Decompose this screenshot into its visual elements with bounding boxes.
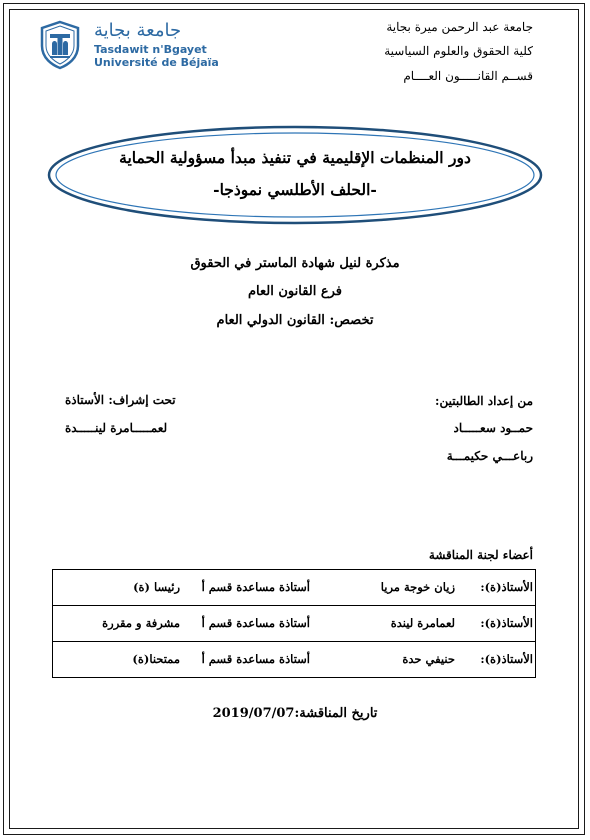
committee-row-3	[53, 642, 536, 678]
committee-row-1	[53, 570, 536, 606]
university-name: جامعة عبد الرحمن ميرة بجاية	[386, 20, 533, 34]
department-name: قســم القانـــــون العــــام	[403, 69, 533, 83]
faculty-name: كلية الحقوق والعلوم السياسية	[384, 44, 533, 58]
member-role: ممتحنا(ة)	[132, 652, 180, 666]
committee-table	[52, 569, 536, 678]
member-name: زيان خوجة مريا	[380, 580, 455, 594]
committee-row-2	[53, 606, 536, 642]
logo-french-text: Université de Béjaïa	[94, 56, 219, 69]
university-logo	[38, 20, 238, 70]
member-name: حنيفي حدة	[402, 652, 455, 666]
member-rank: أستاذة مساعدة قسم أ	[201, 616, 310, 630]
students-label: من إعداد الطالبتين:	[435, 394, 533, 408]
title-oval	[47, 125, 543, 225]
member-rank: أستاذة مساعدة قسم أ	[201, 652, 310, 666]
student-name-2: رباعـــي حكيمـــة	[446, 449, 533, 463]
thesis-subtitle: -الحلف الأطلسي نموذجا-	[213, 180, 377, 199]
committee-title: أعضاء لجنة المناقشة	[428, 548, 533, 562]
university-emblem-icon	[38, 20, 82, 70]
logo-arabic-text: جامعة بجاية	[94, 20, 182, 41]
member-prefix: الأستاذ(ة):	[480, 652, 533, 666]
specialty-line: تخصص: القانون الدولي العام	[216, 313, 374, 328]
supervisor-name: لعمـــــامرة لينـــــدة	[65, 421, 168, 435]
defense-date-value: 2019/07/07	[212, 706, 295, 721]
thesis-title: دور المنظمات الإقليمية في تنفيذ مبدأ مسؤولية الحماية	[119, 148, 471, 167]
student-name-1: حمــود سعـــــاد	[453, 421, 533, 435]
degree-line: مذكرة لنيل شهادة الماستر في الحقوق	[190, 256, 400, 271]
branch-line: فرع القانون العام	[247, 284, 343, 299]
defense-date	[0, 706, 590, 721]
member-rank: أستاذة مساعدة قسم أ	[201, 580, 310, 594]
member-role: رئيسا (ة)	[133, 580, 180, 594]
logo-kabyle-text: Tasdawit n'Bgayet	[94, 43, 207, 56]
member-name: لعمامرة لیندة	[390, 616, 455, 630]
supervisor-label: تحت إشراف: الأستاذة	[65, 393, 176, 407]
member-prefix: الأستاذ(ة):	[480, 616, 533, 630]
member-role: مشرفة و مقررة	[102, 616, 180, 630]
defense-date-label: تاريخ المناقشة:	[294, 706, 378, 721]
member-prefix: الأستاذ(ة):	[480, 580, 533, 594]
